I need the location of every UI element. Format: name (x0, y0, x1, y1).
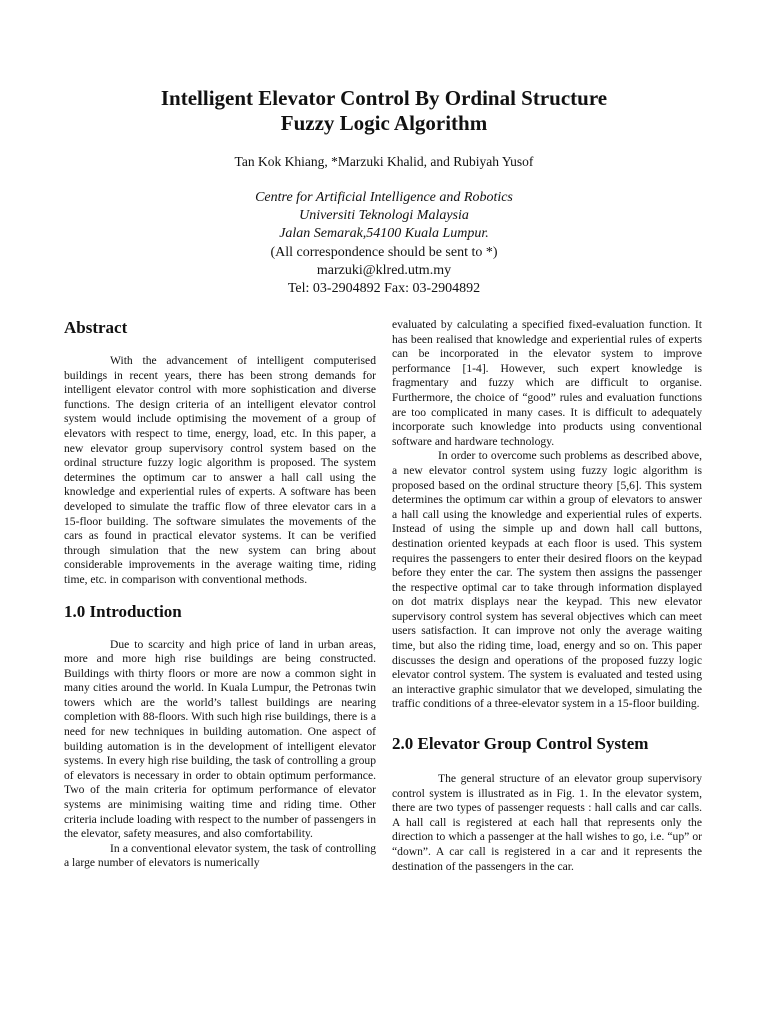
intro-paragraph-1: Due to scarcity and high price of land in urban areas, more and more high rise buildings are being constructed. Buildings with thirty floors or more are now a common sight in many cities around the world. In Kuala Lumpur, the Petronas twin towers which are the world’s tallest buildings are nearing completion with 88-floors. With such high rise buildings, there is a need for new techniques in building automation. One aspect of building automation is in the development of intelligent elevator systems. In every high rise building, the task of controlling a group of elevators is necessary in order to obtain optimum performance. Two of the main criteria for optimum performance of elevator systems are minimising waiting time and riding time. Other criteria include loading with respect to the number of passengers in the elevator, safety measures, and also comfortability. (64, 637, 376, 841)
paper-title (60, 86, 708, 136)
affiliation-block (60, 189, 708, 298)
affiliation-line: Jalan Semarak,54100 Kuala Lumpur. (279, 226, 489, 242)
author-list: Tan Kok Khiang, *Marzuki Khalid, and Rubiyah Yusof (234, 154, 534, 169)
intro-paragraph-2: In a conventional elevator system, the task of controlling a large number of elevators is numerically (64, 841, 376, 870)
contact-numbers: Tel: 03-2904892 Fax: 03-2904892 (287, 281, 481, 297)
title-line-1: Intelligent Elevator Control By Ordinal Structure (160, 86, 608, 110)
right-column (392, 318, 702, 874)
correspondence-note: (All correspondence should be sent to *) (270, 244, 498, 260)
left-column (64, 318, 376, 871)
abstract-text: With the advancement of intelligent computerised buildings in recent years, there has been strong demands for intelligent elevator control with more sophistication and diverse functions. The design criteria of an intelligent elevator control system would include optimising the movement of a group of elevators with respect to time, energy, load, etc. In this paper, a new elevator group supervisory control system based on the ordinal structure fuzzy logic algorithm is proposed. The system determines the optimum car to answer a hall call using the knowledge and experiential rules of experts. A software has been developed to simulate the traffic flow of three elevator cars in a 15-floor building. The software simulates the movements of the cars as found in practical elevator systems. It can be verified through simulation that the new system can bring about considerable improvements in the average waiting time, riding time, etc. in comparison with conventional methods. (64, 354, 376, 586)
abstract-heading: Abstract (64, 318, 128, 337)
body-paragraph-1: evaluated by calculating a specified fixed-evaluation function. It has been realised that knowledge and experiential rules of experts can be incorporated in the elevator system to improve performance [1-4]. However, such expert knowledge is fragmentary and fuzzy which are difficult to organise. Furthermore, the choice of “good” rules and evaluation functions are too complicated in many cases. It is difficult to adequately incorporate such knowledge into products using conventional software and hardware technology. (392, 318, 702, 448)
affiliation-line: Centre for Artificial Intelligence and Robotics (255, 190, 513, 205)
title-line-2: Fuzzy Logic Algorithm (280, 111, 488, 135)
affiliation-line: Universiti Teknologi Malaysia (299, 208, 469, 224)
section-heading-elevator-group-control: 2.0 Elevator Group Control System (392, 734, 649, 754)
section2-paragraph-1: The general structure of an elevator group supervisory control system is illustrated as in Fig. 1. In the elevator system, there are two types of passenger requests : hall calls and car calls. A hall call is registered at each hall that represents only the direction to which a passenger at the hall wishes to go, i.e. “up” or “down”. A car call is registered in a car and it represents the destination of the passengers in the car. (392, 772, 702, 873)
body-paragraph-2: In order to overcome such problems as described above, a new elevator control system using fuzzy logic algorithm is proposed based on the ordinal structure theory [5,6]. This system determines the optimum car within a group of elevators to answer a hall call using the knowledge and experiential rules of experts. Instead of using the simple up and down hall call buttons, destination oriented keypads at each floor is used. This system requires the passengers to enter their desired floors on the keypad before they enter the car. The system then assigns the passenger the respective optimal car to take through information displayed on dot matrix displays near the keypad. This new elevator supervisory control system has several objectives which can meet users satisfaction. It can improve not only the average waiting time, but also the riding time, load, energy and so on. This paper discusses the design and operations of the proposed fuzzy logic elevator control system. The system is evaluated and tested using an interactive graphic simulator that we developed, simulating the traffic conditions of a three-elevator system in a 15-floor building. (392, 449, 702, 711)
section-heading-introduction: 1.0 Introduction (64, 601, 182, 621)
email-address: marzuki@klred.utm.my (316, 262, 452, 278)
